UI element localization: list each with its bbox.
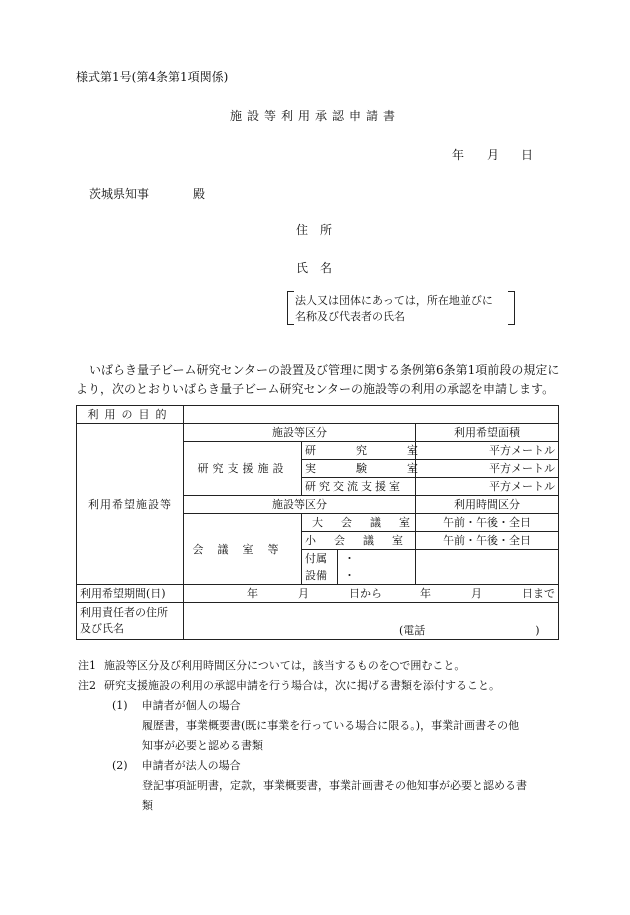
equipment-label-1: 付属	[302, 550, 338, 567]
equipment-row-1	[302, 550, 416, 568]
sub2-title: 申請者が法人の場合	[141, 759, 241, 772]
responsible-field[interactable]	[184, 603, 559, 640]
purpose-label: 利用の目的	[77, 406, 184, 424]
page-title: 施設等利用承認申請書	[230, 109, 401, 123]
name-label: 氏名	[296, 261, 345, 275]
room-exchange-unit[interactable]: 平方メートル	[416, 478, 559, 496]
period-field[interactable]	[184, 585, 559, 603]
period-month2: 月	[471, 587, 482, 600]
note2-text: 研究支援施設の利用の承認申請を行う場合は，次に掲げる書類を添付すること。	[104, 679, 500, 692]
facility-category-header: 施設等区分	[184, 424, 416, 442]
room-large-label: 大会議室	[302, 514, 416, 532]
responsible-label-2: 及び氏名	[80, 622, 124, 635]
sub1-mark: (1)	[112, 699, 128, 712]
address-label: 住所	[296, 223, 345, 237]
date-year: 年	[452, 148, 465, 162]
period-year: 年	[247, 587, 258, 600]
body-text-line2: より，次のとおりいばらき量子ビーム研究センターの施設等の利用の承認を申請します。	[76, 382, 555, 396]
room-research-unit[interactable]: 平方メートル	[416, 442, 559, 460]
form-number: 様式第1号(第4条第1項関係)	[76, 70, 229, 84]
equipment-label-2: 設備	[302, 567, 338, 584]
equipment-detail[interactable]	[416, 550, 559, 585]
facility-category-header-2: 施設等区分	[184, 496, 416, 514]
room-research-label: 研究室	[305, 444, 458, 457]
note2-mark: 注2	[78, 679, 96, 692]
responsible-label	[77, 603, 184, 640]
addressee-honorific: 殿	[193, 187, 206, 201]
area-header: 利用希望面積	[416, 424, 559, 442]
room-small-label: 小会議室	[302, 532, 416, 550]
sub2-mark: (2)	[112, 759, 128, 772]
period-to: 日まで	[522, 587, 555, 600]
responsible-label-1: 利用責任者の住所	[80, 606, 168, 619]
body-text-line1: いばらき量子ビーム研究センターの設置及び管理に関する条例第6条第1項前段の規定に	[89, 363, 560, 377]
time-header: 利用時間区分	[416, 496, 559, 514]
period-from: 日から	[349, 587, 382, 600]
equipment-bullet-2: ・	[344, 569, 355, 582]
room-lab-label: 実験室	[305, 462, 458, 475]
sub1-text-line1: 履歴書，事業概要書(既に事業を行っている場合に限る。)，事業計画書その他	[142, 719, 520, 732]
phone-label: (電話	[399, 624, 426, 637]
meeting-rooms-label: 会議室等	[184, 514, 302, 585]
sub1-text-line2: 知事が必要と認める書類	[142, 739, 263, 752]
addressee-name: 茨城県知事	[89, 187, 150, 201]
notes-section	[78, 656, 558, 816]
room-lab-unit[interactable]: 平方メートル	[416, 460, 559, 478]
corp-note-line1: 法人又は団体にあっては，所在地並びに	[295, 294, 493, 307]
room-small-time[interactable]: 午前・午後・全日	[416, 532, 559, 550]
purpose-field[interactable]	[184, 406, 559, 424]
room-exchange-label: 研究交流支援室	[302, 478, 416, 496]
facility-label: 利用希望施設等	[77, 424, 184, 585]
period-label: 利用希望期間(日)	[77, 585, 184, 603]
period-year2: 年	[420, 587, 431, 600]
room-large-time[interactable]: 午前・午後・全日	[416, 514, 559, 532]
sub2-text-line2: 類	[142, 799, 153, 812]
left-bracket	[287, 291, 294, 325]
sub2-text-line1: 登記事項証明書，定款，事業概要書，事業計画書その他知事が必要と認める書	[142, 779, 527, 792]
phone-close: )	[535, 624, 540, 637]
equipment-bullet-1: ・	[344, 552, 355, 565]
application-table	[76, 405, 559, 640]
date-month: 月	[487, 148, 500, 162]
sub1-title: 申請者が個人の場合	[141, 699, 241, 712]
note1-mark: 注1	[78, 659, 96, 672]
research-support-facility: 研究支援施設	[184, 442, 302, 496]
right-bracket	[508, 291, 515, 325]
date-day: 日	[521, 148, 534, 162]
corp-note-line2: 名称及び代表者の氏名	[295, 310, 405, 323]
equipment-row-2	[302, 567, 416, 585]
note1-text: 施設等区分及び利用時間区分については，該当するものを○で囲むこと。	[104, 659, 466, 672]
period-month: 月	[298, 587, 309, 600]
